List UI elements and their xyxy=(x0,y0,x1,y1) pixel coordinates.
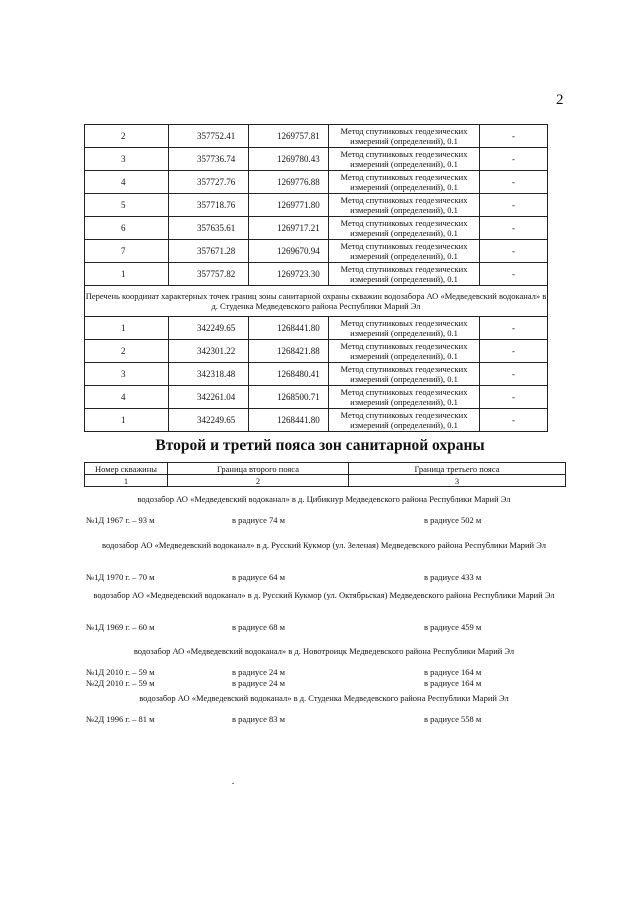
well-info: №2Д 1996 г. – 81 м xyxy=(86,714,155,724)
zone3-radius: в радиусе 164 м xyxy=(424,678,482,688)
method-text: Метод спутниковых геодезических измерений (определений), 0.1 xyxy=(329,263,480,286)
point-number: 2 xyxy=(85,125,169,148)
point-number: 4 xyxy=(85,171,169,194)
coord-y: 1269780.43 xyxy=(249,148,329,171)
zones-header-row xyxy=(85,463,566,475)
zone2-radius: в радиусе 64 м xyxy=(232,572,286,582)
point-number: 5 xyxy=(85,194,169,217)
method-text: Метод спутниковых геодезических измерений (определений), 0.1 xyxy=(329,148,480,171)
point-number: 1 xyxy=(85,317,169,340)
zones-table xyxy=(84,462,566,487)
section-title: Второй и третий пояса зон санитарной охраны xyxy=(155,437,485,454)
point-number: 7 xyxy=(85,240,169,263)
well-info: №1Д 1967 г. – 93 м xyxy=(86,515,155,525)
extra-cell: - xyxy=(480,363,548,386)
method-text: Метод спутниковых геодезических измерений (определений), 0.1 xyxy=(329,386,480,409)
extra-cell: - xyxy=(480,217,548,240)
well-info: №1Д 2010 г. – 59 м xyxy=(86,667,155,677)
method-text: Метод спутниковых геодезических измерений (определений), 0.1 xyxy=(329,340,480,363)
coord-x: 342318.48 xyxy=(169,363,249,386)
method-text: Метод спутниковых геодезических измерений (определений), 0.1 xyxy=(329,194,480,217)
method-text: Метод спутниковых геодезических измерений (определений), 0.1 xyxy=(329,363,480,386)
coords-row xyxy=(85,340,548,363)
coord-y: 1268480.41 xyxy=(249,363,329,386)
method-text: Метод спутниковых геодезических измерений (определений), 0.1 xyxy=(329,125,480,148)
zone3-radius: в радиусе 502 м xyxy=(424,515,482,525)
coords-row xyxy=(85,263,548,286)
point-number: 1 xyxy=(85,263,169,286)
coord-x: 357671.28 xyxy=(169,240,249,263)
intake-title: водозабор АО «Медведевский водоканал» в д. Русский Кукмор (ул. Зеленая) Медведевского района Республики Марий Эл xyxy=(102,540,546,550)
point-number: 3 xyxy=(85,148,169,171)
zone3-radius: в радиусе 164 м xyxy=(424,667,482,677)
coordinates-table xyxy=(84,124,548,432)
zones-header-third: Граница третьего пояса xyxy=(349,463,566,475)
coords-subheader-row xyxy=(85,286,548,317)
zone2-radius: в радиусе 24 м xyxy=(232,667,286,677)
zone3-radius: в радиусе 433 м xyxy=(424,572,482,582)
coord-y: 1269771.80 xyxy=(249,194,329,217)
coord-y: 1268441.80 xyxy=(249,409,329,432)
coord-x: 342249.65 xyxy=(169,317,249,340)
coord-y: 1269776.88 xyxy=(249,171,329,194)
scan-speck xyxy=(232,783,234,784)
coords-row xyxy=(85,386,548,409)
intake-title: водозабор АО «Медведевский водоканал» в д. Студенка Медведевского района Республики Марий Эл xyxy=(139,693,509,703)
coord-y: 1268421.88 xyxy=(249,340,329,363)
coord-x: 357757.82 xyxy=(169,263,249,286)
point-number: 2 xyxy=(85,340,169,363)
intake-title: водозабор АО «Медведевский водоканал» в д. Русский Кукмор (ул. Октябрьская) Медведевского района Республики Марий Эл xyxy=(93,590,555,600)
zone3-radius: в радиусе 459 м xyxy=(424,622,482,632)
intake-title: водозабор АО «Медведевский водоканал» в д. Цибикнур Медведевского района Республики Марий Эл xyxy=(137,494,511,504)
point-number: 4 xyxy=(85,386,169,409)
zone2-radius: в радиусе 74 м xyxy=(232,515,286,525)
well-info: №2Д 2010 г. – 59 м xyxy=(86,678,155,688)
method-text: Метод спутниковых геодезических измерений (определений), 0.1 xyxy=(329,171,480,194)
zone2-radius: в радиусе 68 м xyxy=(232,622,286,632)
extra-cell: - xyxy=(480,340,548,363)
point-number: 3 xyxy=(85,363,169,386)
extra-cell: - xyxy=(480,125,548,148)
extra-cell: - xyxy=(480,263,548,286)
coord-y: 1269723.30 xyxy=(249,263,329,286)
extra-cell: - xyxy=(480,317,548,340)
method-text: Метод спутниковых геодезических измерений (определений), 0.1 xyxy=(329,409,480,432)
coord-x: 357727.76 xyxy=(169,171,249,194)
coord-x: 342301.22 xyxy=(169,340,249,363)
coord-x: 357718.76 xyxy=(169,194,249,217)
zones-col-number: 1 xyxy=(85,475,168,487)
coords-row xyxy=(85,317,548,340)
zones-col-number: 3 xyxy=(349,475,566,487)
extra-cell: - xyxy=(480,240,548,263)
point-number: 1 xyxy=(85,409,169,432)
zone2-radius: в радиусе 83 м xyxy=(232,714,286,724)
method-text: Метод спутниковых геодезических измерений (определений), 0.1 xyxy=(329,240,480,263)
zones-col-number: 2 xyxy=(168,475,349,487)
coord-x: 342249.65 xyxy=(169,409,249,432)
well-info: №1Д 1969 г. – 60 м xyxy=(86,622,155,632)
coord-y: 1268500.71 xyxy=(249,386,329,409)
coords-row xyxy=(85,363,548,386)
coord-y: 1269670.94 xyxy=(249,240,329,263)
coord-y: 1268441.80 xyxy=(249,317,329,340)
coord-x: 342261.04 xyxy=(169,386,249,409)
coord-y: 1269757.81 xyxy=(249,125,329,148)
coords-row xyxy=(85,125,548,148)
coord-x: 357752.41 xyxy=(169,125,249,148)
point-number: 6 xyxy=(85,217,169,240)
coords-row xyxy=(85,194,548,217)
page-number: 2 xyxy=(556,92,564,108)
well-info: №1Д 1970 г. – 70 м xyxy=(86,572,155,582)
coord-y: 1269717.21 xyxy=(249,217,329,240)
coords-row xyxy=(85,171,548,194)
coords-row xyxy=(85,409,548,432)
extra-cell: - xyxy=(480,194,548,217)
method-text: Метод спутниковых геодезических измерений (определений), 0.1 xyxy=(329,317,480,340)
coords-row xyxy=(85,148,548,171)
zone3-radius: в радиусе 558 м xyxy=(424,714,482,724)
zones-number-row xyxy=(85,475,566,487)
intake-title: водозабор АО «Медведевский водоканал» в д. Новотроицк Медведевского района Республики Марий Эл xyxy=(133,646,515,656)
extra-cell: - xyxy=(480,409,548,432)
zones-header-well: Номер скважины xyxy=(85,463,168,475)
coords-row xyxy=(85,240,548,263)
coord-x: 357635.61 xyxy=(169,217,249,240)
zones-header-second: Граница второго пояса xyxy=(168,463,349,475)
extra-cell: - xyxy=(480,386,548,409)
extra-cell: - xyxy=(480,148,548,171)
coords-subheader: Перечень координат характерных точек границ зоны санитарной охраны скважин водозабора АО «Медведевский водоканал» в д. Студенка Медведевского района Республики Марий Эл xyxy=(85,286,548,317)
zone2-radius: в радиусе 24 м xyxy=(232,678,286,688)
method-text: Метод спутниковых геодезических измерений (определений), 0.1 xyxy=(329,217,480,240)
coords-row xyxy=(85,217,548,240)
coord-x: 357736.74 xyxy=(169,148,249,171)
extra-cell: - xyxy=(480,171,548,194)
